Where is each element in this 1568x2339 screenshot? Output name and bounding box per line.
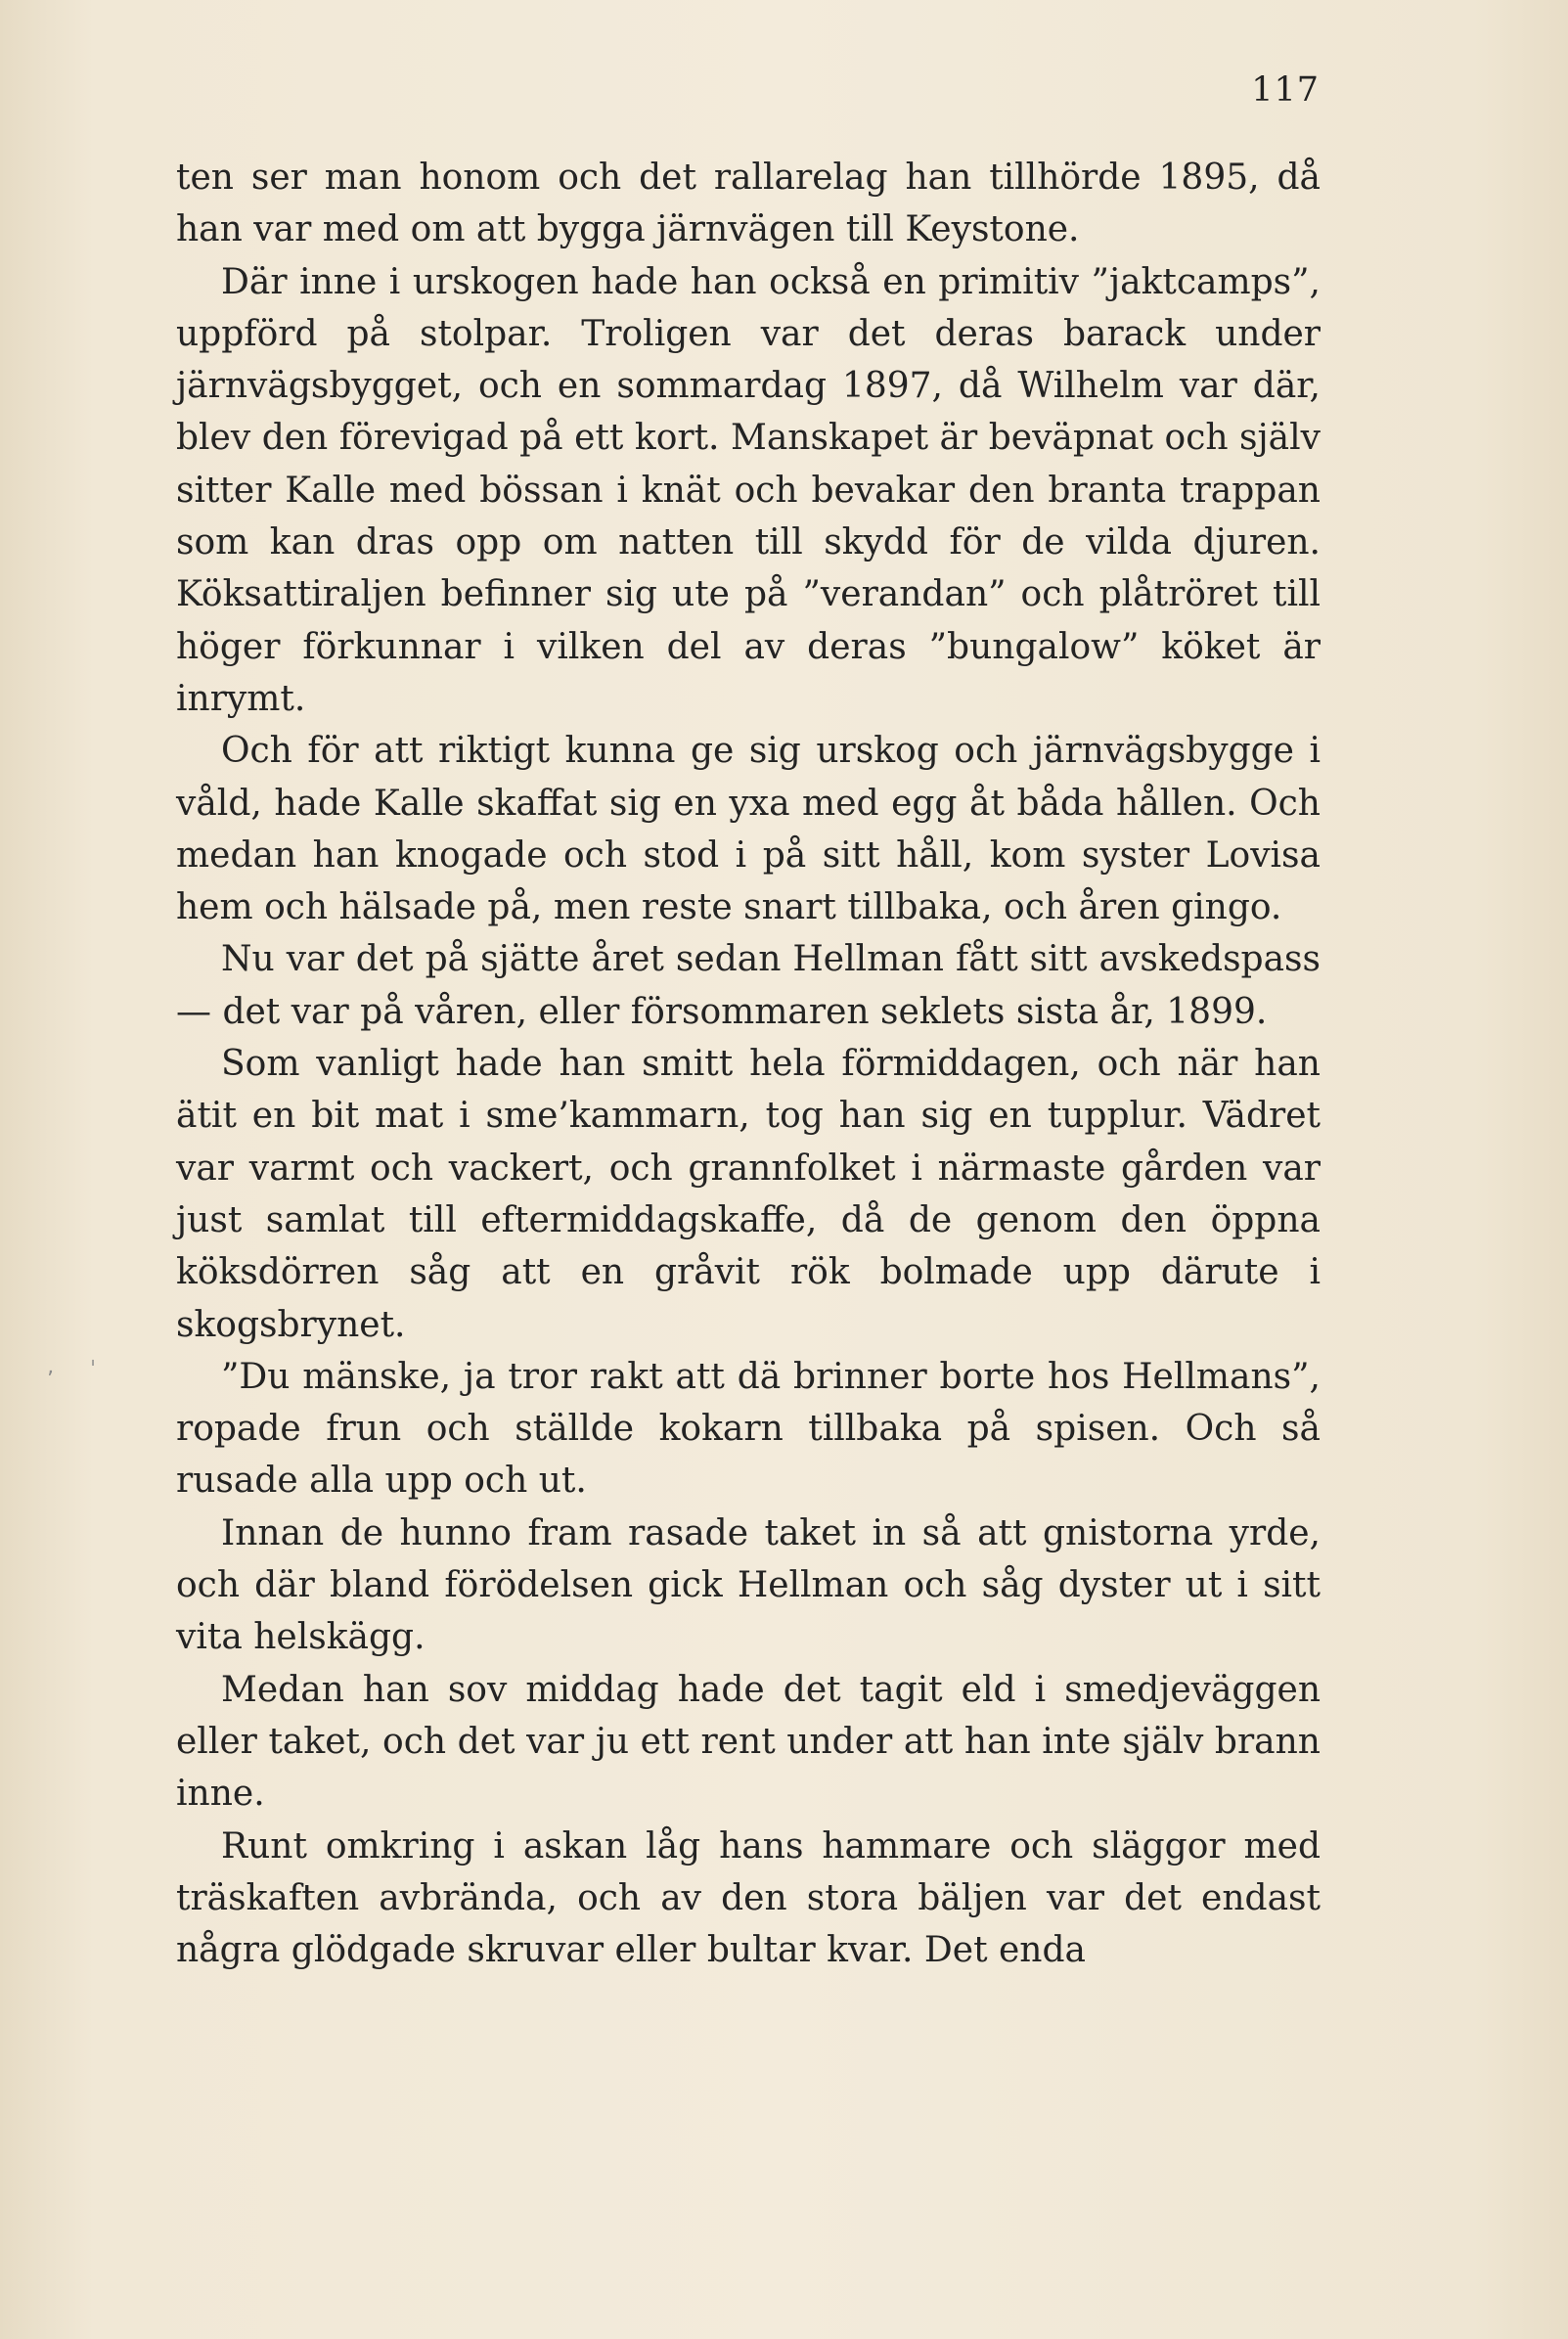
paragraph: ten ser man honom och det rallarelag han tillhörde 1895, då han var med om att bygga järnvägen till Keystone.: [176, 157, 1321, 250]
paragraph: Som vanligt hade han smitt hela förmiddagen, och när han ätit en bit mat i sme’kammarn, tog han sig en tupplur. Vädret var varmt och vackert, och grannfolket i närmaste gården var just samlat till eftermiddagskaffe, då de genom den öppna köksdörren såg att en gråvit rök bolmade upp därute i skogsbrynet.: [176, 1044, 1321, 1345]
paragraph: Och för att riktigt kunna ge sig urskog och järnvägsbygge i våld, hade Kalle skaffat sig en yxa med egg åt båda hållen. Och medan han knogade och stod i på sitt håll, kom syster Lovisa hem och hälsade på, men reste snart tillbaka, och åren gingo.: [176, 731, 1321, 928]
page-number: 117: [1251, 70, 1320, 110]
paragraph: ”Du mänske, ja tror rakt att dä brinner borte hos Hellmans”, ropade frun och ställde kokarn tillbaka på spisen. Och så rusade alla upp och ut.: [176, 1356, 1321, 1502]
paragraph: Nu var det på sjätte året sedan Hellman fått sitt avskedspass — det var på våren, eller försommaren seklets sista år, 1899.: [176, 939, 1321, 1032]
margin-mark: ʼ: [47, 1368, 54, 1392]
margin-mark: ˈ: [90, 1358, 97, 1382]
paragraph: Innan de hunno fram rasade taket in så att gnistorna yrde, och där bland förödelsen gick Hellman och såg dyster ut i sitt vita helskägg.: [176, 1512, 1321, 1658]
paragraph: Där inne i urskogen hade han också en primitiv ”jaktcamps”, uppförd på stolpar. Troligen var det deras barack under järnvägsbygget, och en sommardag 1897, då Wilhelm var där, blev den förevigad på ett kort. Manskapet är beväpnat och själv sitter Kalle med bössan i knät och bevakar den branta trappan som kan dras opp om natten till skydd för de vilda djuren. Köksattiraljen befinner sig ute på ”verandan” och plåtröret till höger förkunnar i vilken del av deras ”bungalow” köket är inrymt.: [176, 261, 1321, 719]
paragraph: Runt omkring i askan låg hans hammare och släggor med träskaften avbrända, och av den stora bäljen var det endast några glödgade skruvar eller bultar kvar. Det enda: [176, 1825, 1321, 1971]
paragraph: Medan han sov middag hade det tagit eld i smedjeväggen eller taket, och det var ju ett rent under att han inte själv brann inne.: [176, 1669, 1321, 1815]
body-text: [176, 152, 1321, 1976]
